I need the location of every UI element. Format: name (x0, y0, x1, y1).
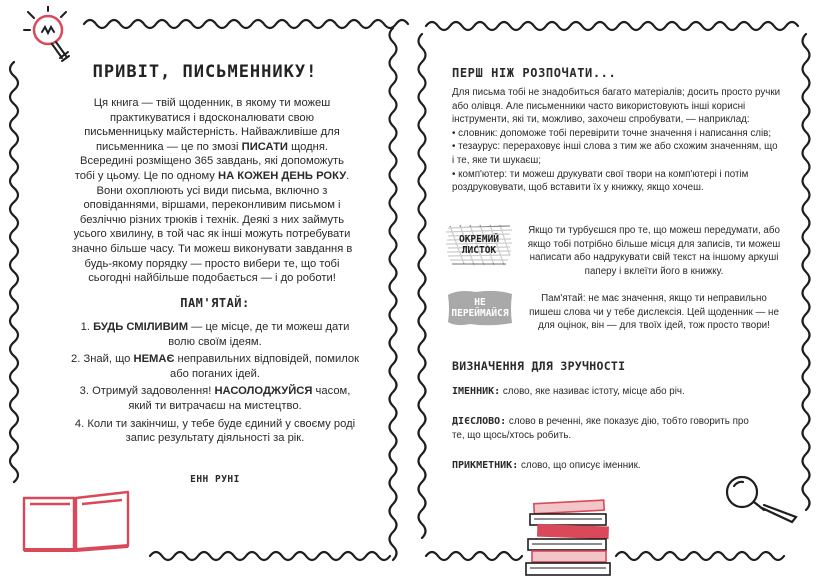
list-item-text: часом, який ти витрачаєш на мистецтво. (128, 385, 351, 412)
intro-p2-end: . Вони охоплюють усі види письма, включно з оповіданнями, віршами, переконливим письмом і безліччю різних трюків і технік. Деякі з них займуть усього хвилину, в той час як інші можуть потребувати значно більше часу. Ти можеш виконувати завдання в будь-якому порядку — просто вибери те, що тобі сьогодні найбільше подобається — і до роботи! (71, 169, 353, 285)
sticker-label (446, 290, 514, 326)
materials-intro: Для письма тобі не знадобиться багато матеріалів; досить просто ручки або олівця. Але письменники часто використовують інші корисні інструменти, які ти, можливо, захочеш спробувати, — наприклад: (452, 87, 781, 126)
sticker-line-2: ПЕРЕЙМАЙСЯ (451, 308, 509, 319)
tool-item-thesaurus: • тезаурус: перераховує інші слова з тим же або схожим значенням, що і те, яке ти шукаєш; (452, 141, 778, 166)
sticker-separate-sheet (444, 220, 514, 270)
definition-term: ІМЕННИК: (452, 386, 501, 397)
sticker-line-2: ЛИСТОК (461, 245, 497, 256)
frame-left-bottom (150, 552, 390, 560)
list-item-text: неправильних відповідей, помилок або поганих ідей. (169, 353, 359, 380)
sticker-dont-worry (446, 289, 514, 327)
list-item (70, 384, 360, 413)
magnifying-glass-icon (722, 474, 804, 528)
frame-right-bottom (426, 552, 522, 560)
frame-right-top (426, 22, 798, 30)
tool-item-computer: • комп'ютер: ти можеш друкувати свої твори на комп'ютері і потім роздруковувати, щоб вставити їх у книжку, якщо хочеш. (452, 168, 749, 194)
intro-paragraph-1 (70, 96, 354, 154)
page-title: ПРИВІТ, ПИСЬМЕННИКУ! (92, 62, 318, 82)
list-item-number: 1. (80, 321, 90, 333)
tool-item-dictionary: • словник: допоможе тобі перевірити точне значення і написання слів; (452, 127, 772, 139)
list-item-text: 2. Знай, що (71, 353, 131, 366)
frame-right-right-side (803, 34, 810, 510)
dont-worry-note: Пам'ятай: не має значення, якщо ти неправильно пишеш слова чи у тебе дислексія. Цей щоденник — не для оцінок, він — для твоїх ідей, тож просто твори! (529, 293, 779, 332)
definition-verb (452, 415, 752, 442)
frame-left-top (84, 20, 408, 28)
remember-list (70, 320, 360, 449)
definition-term: ПРИКМЕТНИК: (452, 460, 519, 471)
list-item-bold: БУДЬ СМІЛИВИМ (93, 321, 189, 333)
list-item-text: 3. Отримуй задоволення! (79, 385, 212, 398)
intro-p2-text: Всередині розміщено 365 завдань, які допоможуть тобі у цьому. Це по одному (74, 155, 344, 182)
list-item-bold: НЕМАЄ (133, 353, 175, 366)
sticker-label (445, 227, 513, 263)
definition-text: слово, яке називає істоту, місце або річ. (502, 386, 685, 397)
frame-right-bottom-2 (616, 552, 784, 560)
intro-text (70, 96, 354, 286)
intro-p1-end: щодня. (291, 140, 328, 153)
intro-paragraph-2 (70, 154, 354, 285)
frame-left-side (10, 62, 18, 482)
book-stack-icon (520, 496, 620, 576)
definition-term: ДІЄСЛОВО: (452, 416, 507, 427)
intro-p1-text: Ця книга — твій щоденник, в якому ти можеш практикуватися і вдосконалювати свою письменницьку майстерність. Найважливіше для письменника — це по змозі (84, 97, 340, 153)
separate-sheet-note: Якщо ти турбуєшся про те, що можеш передумати, або якщо тобі потрібно більше місця для записів, ти можеш написати або надрукувати свій текст на іншому аркуші паперу і вклеїти його в книжку. (527, 225, 781, 277)
definition-noun (452, 385, 782, 399)
list-item (70, 417, 360, 446)
open-book-icon (18, 480, 136, 556)
section-title: ПЕРШ НІЖ РОЗПОЧАТИ... (452, 66, 617, 80)
list-item (70, 320, 360, 349)
sticker-line-1: ОКРЕМИЙ (458, 234, 500, 245)
intro-p1-bold: ПИСАТИ (241, 140, 288, 153)
sticker-line-1: НЕ (474, 297, 486, 308)
list-item-bold: НАСОЛОДЖУЙСЯ (214, 385, 313, 398)
definition-text: слово, що описує іменник. (520, 460, 641, 471)
list-item-text: 4. Коли ти закінчиш, у тебе буде єдиний у своєму роді запис результату діяльності за рік. (74, 417, 356, 445)
intro-p2-bold: НА КОЖЕН ДЕНЬ РОКУ (218, 169, 347, 182)
list-item (70, 352, 360, 381)
frame-left-right-side (390, 28, 397, 560)
frame-right-left-side (419, 34, 426, 538)
author-name: ЕНН РУНІ (190, 474, 240, 485)
list-item-text: — це місце, де ти можеш дати волю своїм ідеям. (168, 321, 350, 348)
definitions-heading: ВИЗНАЧЕННЯ ДЛЯ ЗРУЧНОСТІ (452, 359, 626, 373)
definition-text: слово в реченні, яке показує дію, тобто говорить про те, що щось/хтось робить. (452, 416, 749, 441)
materials-text (452, 86, 782, 195)
remember-heading: ПАМ'ЯТАЙ: (180, 296, 250, 310)
definition-adjective (452, 459, 782, 473)
